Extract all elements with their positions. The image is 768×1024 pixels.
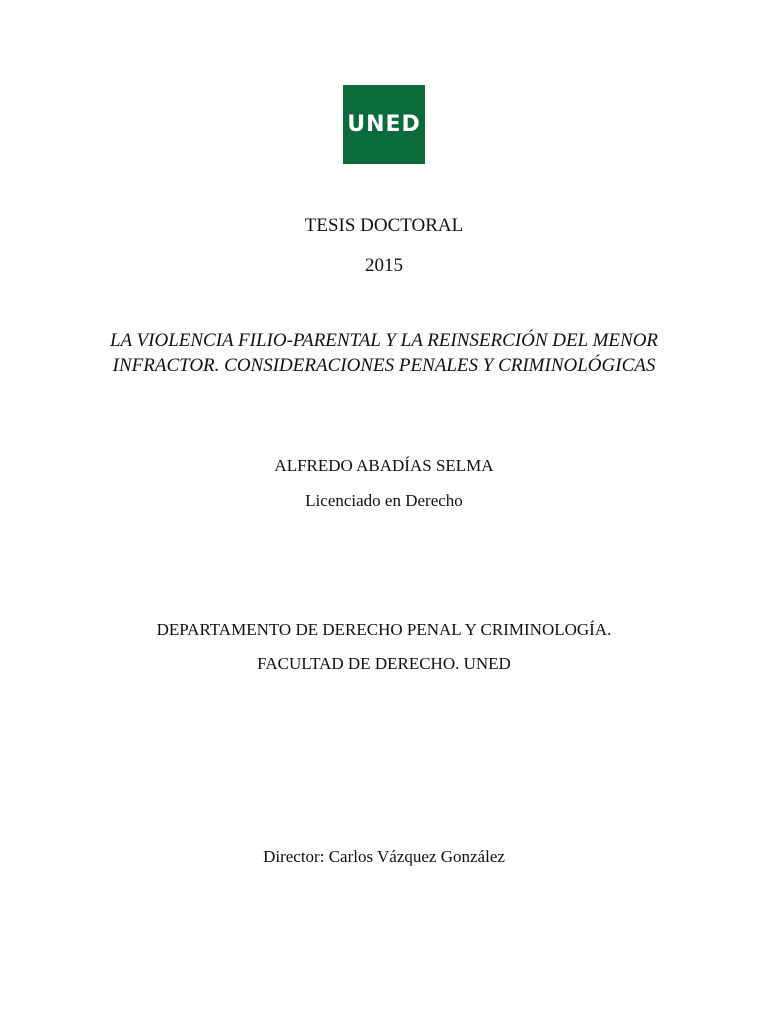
- thesis-year: 2015: [365, 255, 403, 276]
- author-degree: Licenciado en Derecho: [305, 491, 463, 510]
- department-name: DEPARTAMENTO DE DERECHO PENAL Y CRIMINOLOGÍA.: [156, 620, 612, 639]
- uned-logo: [343, 85, 425, 164]
- uned-logo-text: UNED: [347, 112, 421, 137]
- thesis-type: TESIS DOCTORAL: [304, 215, 464, 236]
- author-name: ALFREDO ABADÍAS SELMA: [274, 456, 494, 475]
- thesis-title-line-1: LA VIOLENCIA FILIO-PARENTAL Y LA REINSERCIÓN DEL MENOR: [109, 330, 659, 351]
- faculty-name: FACULTAD DE DERECHO. UNED: [257, 654, 511, 673]
- thesis-title-line-2: INFRACTOR. CONSIDERACIONES PENALES Y CRIMINOLÓGICAS: [112, 355, 656, 376]
- thesis-director: Director: Carlos Vázquez González: [263, 847, 505, 866]
- thesis-title: [40, 328, 728, 378]
